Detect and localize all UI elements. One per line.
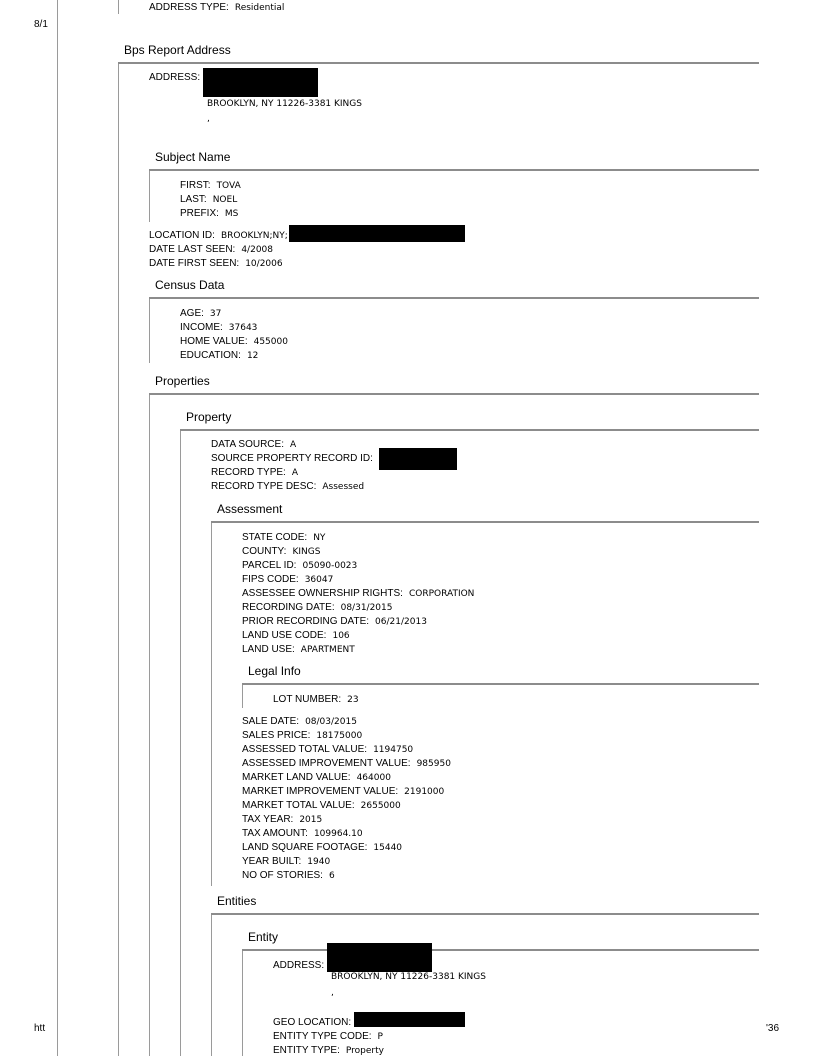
- county-row: [242, 544, 320, 558]
- age-row: [180, 306, 221, 320]
- prior-recording-date-label: PRIOR RECORDING DATE:: [242, 616, 370, 627]
- entity-address-line2: BROOKLYN, NY 11226-3381 KINGS: [331, 972, 486, 982]
- lot-number-value: 23: [347, 695, 359, 705]
- parcel-id-label: PARCEL ID:: [242, 560, 297, 571]
- census-section-line: [149, 297, 150, 363]
- bps-address-redaction: [203, 68, 318, 97]
- address-type-value: Residential: [234, 3, 285, 13]
- date-first-seen-row: [149, 256, 283, 270]
- prior-recording-date-row: [242, 614, 427, 628]
- entity-section-line: [242, 949, 243, 1056]
- entity-address-redaction: [327, 943, 432, 972]
- source-record-id-label: SOURCE PROPERTY RECORD ID:: [211, 453, 373, 464]
- assessment-section-line: [211, 521, 212, 886]
- year-built-value: 1940: [307, 857, 331, 867]
- entity-type-row: [273, 1043, 384, 1057]
- home-value-label: HOME VALUE:: [180, 336, 248, 347]
- entity-type-label: ENTITY TYPE:: [273, 1045, 340, 1056]
- entity-type-value: Property: [345, 1046, 384, 1056]
- margin-page-fragment: 8/1: [34, 19, 48, 30]
- market-improvement-row: [242, 784, 444, 798]
- subject-name-heading: Subject Name: [155, 150, 231, 164]
- entity-type-code-value: P: [377, 1032, 383, 1042]
- county-label: COUNTY:: [242, 546, 287, 557]
- income-value: 37643: [228, 323, 258, 333]
- last-name-row: [180, 192, 237, 206]
- land-use-code-label: LAND USE CODE:: [242, 630, 327, 641]
- margin-url-fragment: htt: [34, 1023, 46, 1034]
- recording-date-row: [242, 600, 392, 614]
- bps-heading-rule: [118, 62, 759, 64]
- education-row: [180, 348, 258, 362]
- market-improvement-label: MARKET IMPROVEMENT VALUE:: [242, 786, 399, 797]
- income-row: [180, 320, 257, 334]
- assessed-improvement-row: [242, 756, 451, 770]
- assessed-total-label: ASSESSED TOTAL VALUE:: [242, 744, 368, 755]
- tax-amount-label: TAX AMOUNT:: [242, 828, 308, 839]
- last-name-value: NOEL: [212, 195, 238, 205]
- first-name-value: TOVA: [216, 181, 241, 191]
- land-use-code-row: [242, 628, 350, 642]
- age-label: AGE:: [180, 308, 204, 319]
- tax-year-value: 2015: [299, 815, 323, 825]
- data-source-value: A: [289, 440, 297, 450]
- properties-heading-rule: [149, 393, 759, 395]
- prefix-label: PREFIX:: [180, 208, 219, 219]
- recording-date-value: 08/31/2015: [340, 603, 393, 613]
- state-code-label: STATE CODE:: [242, 532, 308, 543]
- record-type-desc-value: Assessed: [322, 482, 365, 492]
- tax-year-label: TAX YEAR:: [242, 814, 294, 825]
- legal-info-heading-rule: [242, 683, 759, 685]
- bps-address-line3: ,: [207, 114, 210, 124]
- bps-address-row: [149, 70, 200, 84]
- bps-section-line: [118, 63, 119, 1056]
- prefix-row: [180, 206, 238, 220]
- bps-address-line2: BROOKLYN, NY 11226-3381 KINGS: [207, 99, 362, 109]
- geo-location-row: [273, 1015, 351, 1029]
- census-data-heading: Census Data: [155, 278, 225, 292]
- parcel-id-value: 05090-0023: [302, 561, 358, 571]
- property-section-line: [180, 430, 181, 1056]
- last-name-label: LAST:: [180, 194, 207, 205]
- land-use-label: LAND USE:: [242, 644, 295, 655]
- census-heading-rule: [149, 297, 759, 299]
- date-first-seen-label: DATE FIRST SEEN:: [149, 258, 240, 269]
- property-heading: Property: [186, 410, 232, 424]
- market-total-label: MARKET TOTAL VALUE:: [242, 800, 355, 811]
- land-sqft-value: 15440: [373, 843, 403, 853]
- lot-number-row: [273, 692, 359, 706]
- market-total-value: 2655000: [360, 801, 401, 811]
- outer-left-line: [57, 0, 58, 1056]
- entity-type-code-label: ENTITY TYPE CODE:: [273, 1031, 372, 1042]
- location-id-label: LOCATION ID:: [149, 230, 215, 241]
- tax-amount-value: 109964.10: [313, 829, 363, 839]
- assessed-improvement-value: 985950: [416, 759, 451, 769]
- property-heading-rule: [180, 429, 759, 431]
- source-record-id-row: [211, 451, 373, 465]
- sale-date-row: [242, 714, 357, 728]
- legal-info-section-line: [242, 683, 243, 708]
- age-value: 37: [209, 309, 222, 319]
- location-id-value: BROOKLYN;NY;: [220, 231, 288, 241]
- market-land-row: [242, 770, 391, 784]
- properties-section-line: [149, 394, 150, 1056]
- location-id-redaction: [289, 225, 465, 242]
- stories-label: NO OF STORIES:: [242, 870, 323, 881]
- entity-address-label: ADDRESS:: [273, 960, 325, 971]
- sale-date-value: 08/03/2015: [305, 717, 357, 727]
- entities-heading-rule: [211, 913, 759, 915]
- subject-heading-rule: [149, 169, 759, 171]
- date-last-seen-value: 4/2008: [241, 245, 273, 255]
- date-last-seen-row: [149, 242, 273, 256]
- fips-code-value: 36047: [304, 575, 334, 585]
- first-name-row: [180, 178, 241, 192]
- market-land-value: 464000: [356, 773, 391, 783]
- market-land-label: MARKET LAND VALUE:: [242, 772, 351, 783]
- parcel-id-row: [242, 558, 357, 572]
- ownership-rights-row: [242, 586, 474, 600]
- entity-type-code-row: [273, 1029, 383, 1043]
- entity-address-row: [273, 958, 324, 972]
- bps-address-label: ADDRESS:: [149, 72, 201, 83]
- land-sqft-label: LAND SQUARE FOOTAGE:: [242, 842, 368, 853]
- address-type-label: ADDRESS TYPE:: [149, 2, 229, 13]
- stories-value: 6: [328, 871, 335, 881]
- sales-price-row: [242, 728, 362, 742]
- year-built-row: [242, 854, 330, 868]
- assessment-heading-rule: [211, 521, 759, 523]
- address-type-row: [149, 0, 284, 14]
- entity-heading: Entity: [248, 930, 279, 944]
- recording-date-label: RECORDING DATE:: [242, 602, 335, 613]
- tax-year-row: [242, 812, 322, 826]
- fips-code-label: FIPS CODE:: [242, 574, 299, 585]
- education-label: EDUCATION:: [180, 350, 241, 361]
- source-record-id-redaction: [379, 448, 457, 470]
- assessed-total-value: 1194750: [373, 745, 414, 755]
- ownership-rights-value: CORPORATION: [408, 589, 475, 599]
- date-first-seen-value: 10/2006: [245, 259, 283, 269]
- land-use-value: APARTMENT: [300, 645, 355, 655]
- margin-page-number-fragment: '36: [766, 1023, 780, 1034]
- properties-heading: Properties: [155, 374, 210, 388]
- subject-section-line: [149, 170, 150, 222]
- top-section-line: [118, 0, 119, 14]
- geo-location-redaction: [354, 1012, 465, 1027]
- entities-section-line: [211, 913, 212, 1056]
- ownership-rights-label: ASSESSEE OWNERSHIP RIGHTS:: [242, 588, 403, 599]
- county-value: KINGS: [292, 547, 321, 557]
- entities-heading: Entities: [217, 894, 257, 908]
- market-total-row: [242, 798, 401, 812]
- sales-price-value: 18175000: [316, 731, 363, 741]
- year-built-label: YEAR BUILT:: [242, 856, 302, 867]
- assessed-improvement-label: ASSESSED IMPROVEMENT VALUE:: [242, 758, 411, 769]
- bps-report-address-heading: Bps Report Address: [124, 43, 231, 57]
- record-type-desc-label: RECORD TYPE DESC:: [211, 481, 317, 492]
- record-type-label: RECORD TYPE:: [211, 467, 286, 478]
- tax-amount-row: [242, 826, 363, 840]
- prefix-value: MS: [224, 209, 239, 219]
- data-source-label: DATA SOURCE:: [211, 439, 284, 450]
- legal-info-heading: Legal Info: [248, 664, 301, 678]
- income-label: INCOME:: [180, 322, 223, 333]
- lot-number-label: LOT NUMBER:: [273, 694, 342, 705]
- assessed-total-row: [242, 742, 413, 756]
- entity-address-line3: ,: [331, 988, 334, 998]
- prior-recording-date-value: 06/21/2013: [375, 617, 427, 627]
- education-value: 12: [246, 351, 259, 361]
- data-source-row: [211, 437, 296, 451]
- record-type-row: [211, 465, 298, 479]
- market-improvement-value: 2191000: [404, 787, 445, 797]
- geo-location-label: GEO LOCATION:: [273, 1017, 352, 1028]
- entity-heading-rule: [242, 949, 759, 951]
- record-type-desc-row: [211, 479, 364, 493]
- sales-price-label: SALES PRICE:: [242, 730, 311, 741]
- date-last-seen-label: DATE LAST SEEN:: [149, 244, 236, 255]
- assessment-heading: Assessment: [217, 502, 283, 516]
- stories-row: [242, 868, 335, 882]
- sale-date-label: SALE DATE:: [242, 716, 300, 727]
- land-use-row: [242, 642, 355, 656]
- fips-code-row: [242, 572, 333, 586]
- land-sqft-row: [242, 840, 402, 854]
- state-code-row: [242, 530, 325, 544]
- home-value-row: [180, 334, 288, 348]
- location-id-row: [149, 228, 288, 242]
- land-use-code-value: 106: [332, 631, 350, 641]
- home-value-value: 455000: [253, 337, 288, 347]
- record-type-value: A: [291, 468, 299, 478]
- state-code-value: NY: [313, 533, 326, 543]
- first-name-label: FIRST:: [180, 180, 211, 191]
